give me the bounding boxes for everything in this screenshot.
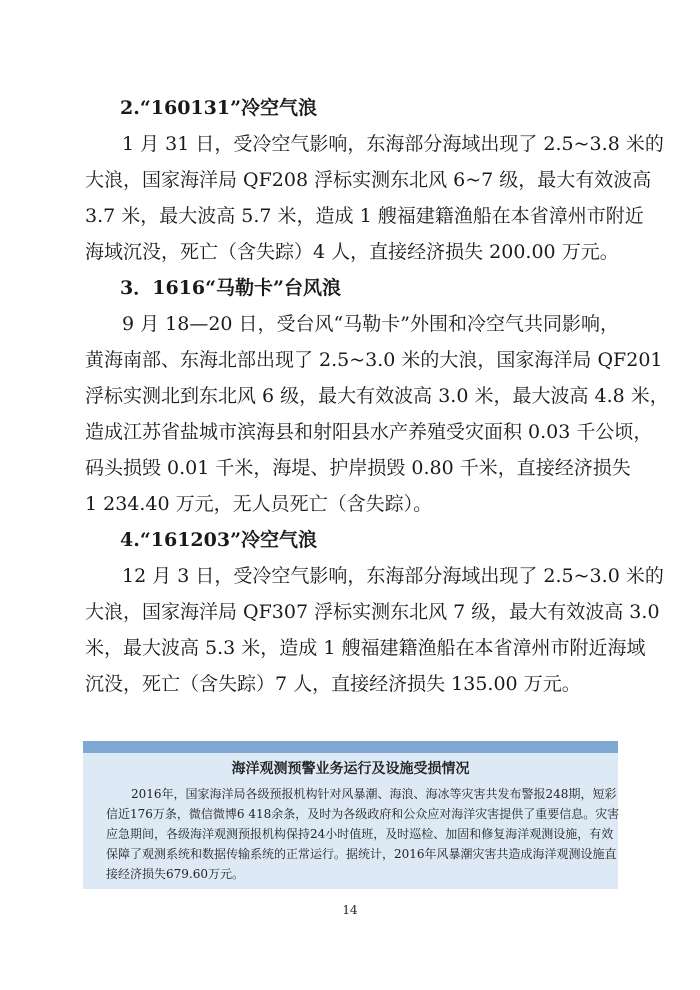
info-box-line-4: 保障了观测系统和数据传输系统的正常运行。据统计，2016年风暴潮灾害共造成海洋观测设施直	[106, 847, 617, 861]
section-heading-4: 4.“161203”冷空气浪	[120, 529, 318, 551]
section-3-line-6: 1 234.40 万元，无人员死亡（含失踪）。	[85, 493, 433, 515]
section-4-line-1: 12 月 3 日，受冷空气影响，东海部分海域出现了 2.5~3.0 米的	[122, 565, 664, 587]
info-box-line-2: 信近176万条，微信微博6 418余条，及时为各级政府和公众应对海洋灾害提供了重要信息。灾害	[106, 807, 620, 821]
section-4-line-4: 沉没，死亡（含失踪）7 人，直接经济损失 135.00 万元。	[85, 673, 581, 695]
section-heading-2: 2.“160131”冷空气浪	[120, 97, 318, 119]
section-4-line-3: 米，最大波高 5.3 米，造成 1 艘福建籍渔船在本省漳州市附近海域	[85, 637, 646, 659]
info-box-header-bar	[83, 741, 618, 753]
section-3-line-3: 浮标实测北到东北风 6 级，最大有效波高 3.0 米，最大波高 4.8 米，	[85, 385, 669, 407]
section-3-line-4: 造成江苏省盐城市滨海县和射阳县水产养殖受灾面积 0.03 千公顷，	[85, 421, 653, 443]
info-box-line-3: 应急期间，各级海洋观测预报机构保持24小时值班，及时巡检、加固和修复海洋观测设施，有效	[106, 827, 614, 841]
section-2-line-2: 大浪，国家海洋局 QF208 浮标实测东北风 6~7 级，最大有效波高	[85, 169, 652, 191]
section-3-line-1: 9 月 18—20 日，受台风“马勒卡”外围和冷空气共同影响，	[122, 313, 619, 335]
info-box-line-5: 接经济损失679.60万元。	[106, 867, 244, 881]
info-box-line-1: 2016年，国家海洋局各级预报机构针对风暴潮、海浪、海冰等灾害共发布警报248期，短彩	[131, 787, 617, 801]
page-number: 14	[342, 903, 358, 917]
section-3-line-2: 黄海南部、东海北部出现了 2.5~3.0 米的大浪，国家海洋局 QF201	[85, 349, 663, 371]
section-2-line-1: 1 月 31 日，受冷空气影响，东海部分海域出现了 2.5~3.8 米的	[122, 133, 664, 155]
section-2-line-4: 海域沉没，死亡（含失踪）4 人，直接经济损失 200.00 万元。	[85, 241, 619, 263]
section-3-line-5: 码头损毁 0.01 千米，海堤、护岸损毁 0.80 千米，直接经济损失	[85, 457, 631, 479]
section-2-line-3: 3.7 米，最大波高 5.7 米，造成 1 艘福建籍渔船在本省漳州市附近	[85, 205, 644, 227]
info-box	[83, 741, 618, 889]
section-heading-3: 3．1616“马勒卡”台风浪	[120, 277, 341, 299]
section-4-line-2: 大浪，国家海洋局 QF307 浮标实测东北风 7 级，最大有效波高 3.0	[85, 601, 660, 623]
info-box-title: 海洋观测预警业务运行及设施受损情况	[231, 761, 470, 777]
